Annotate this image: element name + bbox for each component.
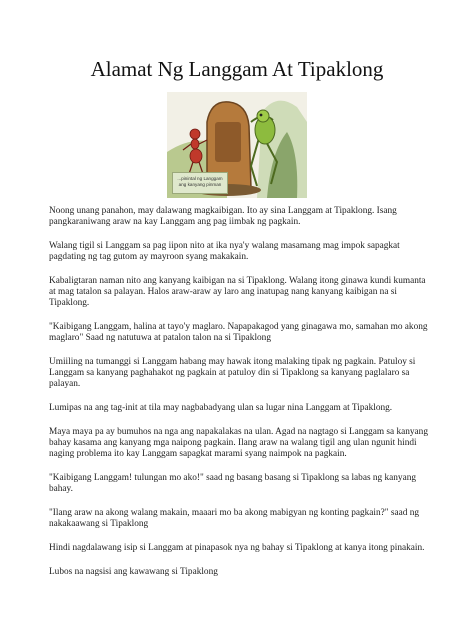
paragraph: Lumipas na ang tag-init at tila may nagbabadyang ulan sa lugar nina Langgam at Tipaklong.	[49, 403, 393, 413]
image-caption	[172, 172, 228, 194]
paragraph: Hindi nagdalawang isip si Langgam at pinapasok nya ng bahay si Tipaklong at kanya itong pinakain.	[49, 543, 425, 553]
paragraph: "Ilang araw na akong walang makain, maaari mo ba akong mabigyan ng konting pagkain?" saad ng nakakaawang si Tipaklong	[49, 508, 420, 529]
document-title: Alamat Ng Langgam At Tipaklong	[90, 57, 384, 81]
paragraph: Kabaligtaran naman nito ang kanyang kaibigan na si Tipaklong. Walang itong ginawa kundi kumanta at mag tatalon sa palayan. Halos araw-araw ay laro ang inatupag nang kanyang kaibigan na si Tipaklong.	[49, 276, 426, 308]
paragraph: Maya maya pa ay bumuhos na nga ang napakalakas na ulan. Agad na nagtago si Langgam sa kanyang bahay kasama ang kanyang mga naipong pagkain. Ilang araw na walang tigil ang ulan ngunit hindi naging problema ito kay Langgam sapagkat marami syang naimpok na pagkain.	[49, 427, 428, 459]
story-body	[49, 206, 429, 591]
image-caption-line2: ang kanyang pinman	[178, 182, 222, 187]
paragraph: Umiiling na tumanggi si Langgam habang may hawak itong malaking tipak ng pagkain. Patuloy si Langgam sa kanyang paghahakot ng pagkain at patuloy din si Tipaklong sa kanyang paglalaro sa palayan.	[49, 357, 416, 389]
image-caption-line1: ...pinintal ng Langgam	[177, 176, 223, 181]
paragraph: "Kaibigang Langgam, halina at tayo'y maglaro. Napapakagod yang ginagawa mo, samahan mo akong maglaro" Saad ng natutuwa at patalon talon na si Tipaklong	[49, 322, 428, 343]
paragraph: Noong unang panahon, may dalawang magkaibigan. Ito ay sina Langgam at Tipaklong. Isang pangkaraniwang araw na kay Langgam ang pag iimbak ng pagkain.	[49, 206, 397, 227]
paragraph: Lubos na nagsisi ang kawawang si Tipaklong	[49, 567, 218, 577]
paragraph: "Kaibigang Langgam! tulungan mo ako!" saad ng basang basang si Tipaklong sa labas ng kanyang bahay.	[49, 473, 416, 494]
paragraph: Walang tigil si Langgam sa pag iipon nito at ika nya'y walang masamang mag impok sapagkat pagdating ng tag gutom ay mayroon syang makakain.	[49, 241, 400, 262]
